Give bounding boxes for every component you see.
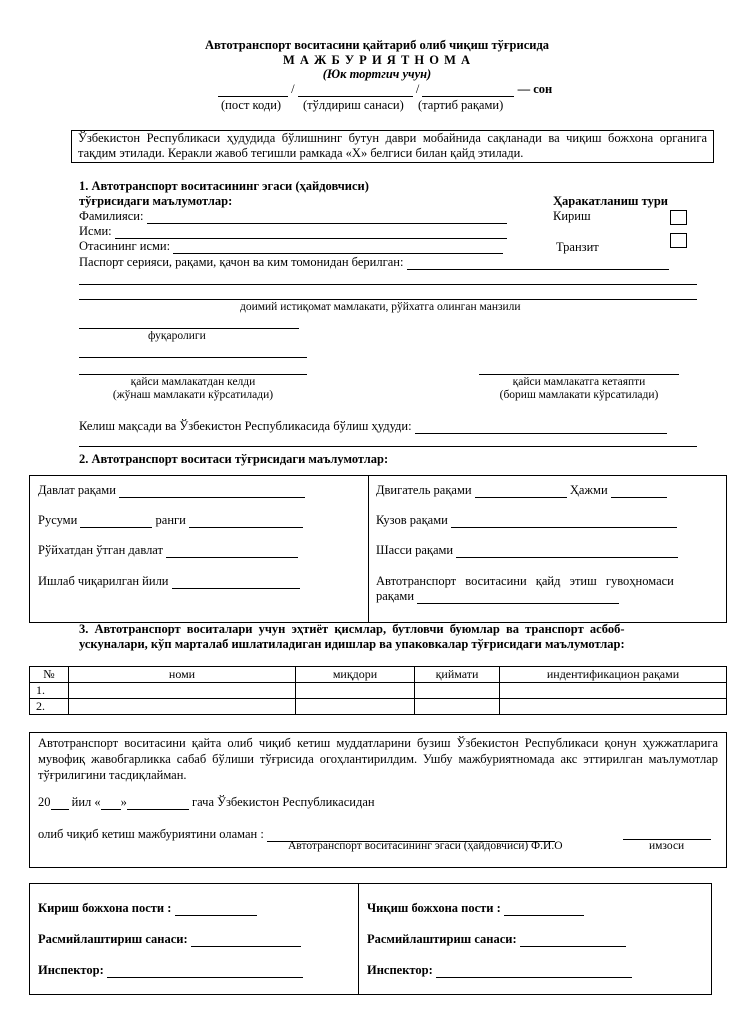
volume-label: Ҳажми xyxy=(569,483,608,497)
deadline-row xyxy=(38,795,375,810)
number-suffix: — сон xyxy=(517,82,553,96)
exit-inspector-label: Инспектор: xyxy=(367,963,433,977)
goods-table xyxy=(29,666,727,715)
exit-date-row xyxy=(367,932,626,947)
customs-box-divider xyxy=(358,883,359,995)
entry-label: Кириш xyxy=(553,209,591,223)
model-label: Русуми xyxy=(38,513,78,527)
owner-caption: Автотранспорт воситасининг эгаси (ҳайдовчиси) Ф.И.О xyxy=(288,840,563,852)
entry-post-row xyxy=(38,901,257,916)
chassis-number-label: Шасси рақами xyxy=(376,543,454,557)
citizenship-line[interactable] xyxy=(79,328,299,329)
form-number-line: / / — сон xyxy=(218,82,552,97)
col-number: № xyxy=(30,667,69,683)
patronymic-row xyxy=(79,239,503,254)
year-field[interactable] xyxy=(172,588,300,589)
body-number-label: Кузов рақами xyxy=(376,513,448,527)
section3-title-cont: ускуналари, кўп марталаб ишлатиладиган идишлар ва упаковкалар тўғрисидаги маълумотлар: xyxy=(79,637,625,651)
date-close: » xyxy=(120,795,127,809)
purpose-field[interactable] xyxy=(415,433,667,434)
table-row xyxy=(30,683,727,699)
reg-cert-label: рақами xyxy=(376,589,415,603)
post-code-caption: (пост коди) xyxy=(221,98,282,112)
entry-inspector-field[interactable] xyxy=(107,977,303,978)
entry-date-row xyxy=(38,932,301,947)
exit-date-field[interactable] xyxy=(520,946,626,947)
exit-post-field[interactable] xyxy=(504,915,584,916)
passport-field[interactable] xyxy=(407,269,669,270)
reg-country-row xyxy=(38,543,298,558)
row-number: 1. xyxy=(30,683,69,699)
movement-type-label: Ҳаракатланиш тури xyxy=(553,194,668,208)
name-row xyxy=(79,224,507,239)
col-name: номи xyxy=(69,667,296,683)
cell-id-number[interactable] xyxy=(500,683,727,699)
form-subtitle-cargo: (Юк тортгич учун) xyxy=(322,67,432,81)
date-prefix: 20 xyxy=(38,795,51,809)
deadline-month-field[interactable] xyxy=(127,809,189,810)
exit-post-label: Чиқиш божхона пости : xyxy=(367,901,501,915)
entry-checkbox[interactable] xyxy=(670,210,687,225)
date-suffix: гача Ўзбекистон Республикасидан xyxy=(192,795,375,809)
body-number-row xyxy=(376,513,677,528)
patronymic-label: Отасининг исми: xyxy=(79,239,171,253)
chassis-number-field[interactable] xyxy=(456,557,678,558)
cell-name[interactable] xyxy=(69,699,296,715)
seq-number-caption: (тартиб рақами) xyxy=(418,98,504,112)
purpose-row xyxy=(79,419,667,434)
form-subtitle: М А Ж Б У Р И Я Т Н О М А xyxy=(282,53,472,67)
reg-country-label: Рўйхатдан ўтган давлат xyxy=(38,543,163,557)
date-year-label: йил « xyxy=(71,795,101,809)
row-number: 2. xyxy=(30,699,69,715)
goods-table-header xyxy=(30,667,727,683)
from-country-line-1[interactable] xyxy=(79,357,307,358)
reg-country-field[interactable] xyxy=(166,557,298,558)
volume-field[interactable] xyxy=(611,497,667,498)
to-country-line[interactable] xyxy=(479,374,679,375)
passport-row xyxy=(79,255,669,270)
form-title: Автотранспорт воситасини қайтариб олиб чиқиш тўғрисида xyxy=(204,38,550,52)
seq-number-field[interactable] xyxy=(422,96,514,97)
body-number-field[interactable] xyxy=(451,527,677,528)
cell-name[interactable] xyxy=(69,683,296,699)
engine-number-field[interactable] xyxy=(475,497,567,498)
cell-quantity[interactable] xyxy=(296,683,415,699)
cell-quantity[interactable] xyxy=(296,699,415,715)
color-field[interactable] xyxy=(189,527,303,528)
entry-post-label: Кириш божхона пости : xyxy=(38,901,172,915)
exit-post-row xyxy=(367,901,584,916)
passport-label: Паспорт серияси, рақами, қачон ва ким томонидан берилган: xyxy=(79,255,404,269)
section2-title: 2. Автотранспорт воситаси тўғрисидаги маълумотлар: xyxy=(79,452,389,466)
col-id-number: индентификацион рақами xyxy=(500,667,727,683)
state-number-row xyxy=(38,483,305,498)
post-code-field[interactable] xyxy=(218,96,288,97)
state-number-field[interactable] xyxy=(119,497,305,498)
deadline-year-field[interactable] xyxy=(51,809,69,810)
cell-value[interactable] xyxy=(415,683,500,699)
name-label: Исми: xyxy=(79,224,112,238)
passport-line-2[interactable] xyxy=(79,284,697,285)
chassis-row xyxy=(376,543,678,558)
fill-date-field[interactable] xyxy=(298,96,413,97)
notice-box: Ўзбекистон Республикаси ҳудудида бўлишнинг бутун даври мобайнида сақланади ва чиқиш божхона органига тақдим этилади. Керакли жавоб тегишли рамкада «Х» белгиси билан қайд этилади. xyxy=(71,130,714,163)
purpose-label: Келиш мақсади ва Ўзбекистон Республикасида бўлиш ҳудуди: xyxy=(79,419,412,433)
surname-label: Фамилияси: xyxy=(79,209,144,223)
from-country-caption: қайси мамлакатдан келди (жўнаш мамлакати кўрсатилади) xyxy=(112,376,274,401)
exit-inspector-row xyxy=(367,963,632,978)
exit-inspector-field[interactable] xyxy=(436,977,632,978)
citizenship-caption: фуқаролиги xyxy=(148,330,206,342)
signature-caption: имзоси xyxy=(649,840,685,852)
entry-inspector-label: Инспектор: xyxy=(38,963,104,977)
from-country-line-2[interactable] xyxy=(79,374,307,375)
engine-row xyxy=(376,483,667,498)
reg-cert-line1: Автотранспорт воситасини қайд этиш гувоҳномаси xyxy=(376,574,674,588)
reg-cert-field[interactable] xyxy=(417,603,619,604)
entry-date-field[interactable] xyxy=(191,946,301,947)
entry-post-field[interactable] xyxy=(175,915,257,916)
obligation-label: олиб чиқиб кетиш мажбуриятини оламан : xyxy=(38,827,264,841)
residence-line[interactable] xyxy=(79,299,697,300)
surname-row xyxy=(79,209,507,224)
residence-caption: доимий истиқомат мамлакати, рўйхатга олинган манзили xyxy=(240,301,521,313)
reg-cert-row xyxy=(376,589,619,604)
col-value: қиймати xyxy=(415,667,500,683)
entry-date-label: Расмийлаштириш санаси: xyxy=(38,932,188,946)
exit-date-label: Расмийлаштириш санаси: xyxy=(367,932,517,946)
purpose-line-2[interactable] xyxy=(79,446,697,447)
year-row xyxy=(38,574,300,589)
transit-label: Транзит xyxy=(556,240,599,254)
section3-title: 3. Автотранспорт воситалари учун эҳтиёт қисмлар, бутловчи буюмлар ва транспорт асбоб- xyxy=(79,622,625,636)
patronymic-field[interactable] xyxy=(173,253,503,254)
transit-checkbox[interactable] xyxy=(670,233,687,248)
table-row xyxy=(30,699,727,715)
declaration-text: Автотранспорт воситасини қайта олиб чиқиб кетиш муддатларини бузиш Ўзбекистон Республикаси қонун ҳужжатларига мувофиқ жавобгарликка сабаб бўлиши тўғрисида огоҳлантирилдим. Ушбу мажбуриятномада акс эттирилган маълумотлар тўғрилигини тасдиқлайман. xyxy=(38,736,718,782)
section1-title: 1. Автотранспорт воситасининг эгаси (ҳайдовчиси) xyxy=(79,179,369,193)
fill-date-caption: (тўлдириш санаси) xyxy=(303,98,404,112)
model-row xyxy=(38,513,303,528)
year-label: Ишлаб чиқарилган йили xyxy=(38,574,169,588)
col-quantity: миқдори xyxy=(296,667,415,683)
vehicle-box-divider xyxy=(368,475,369,623)
section1-title-cont: тўғрисидаги маълумотлар: xyxy=(79,194,233,208)
cell-id-number[interactable] xyxy=(500,699,727,715)
state-number-label: Давлат рақами xyxy=(38,483,116,497)
engine-number-label: Двигатель рақами xyxy=(376,483,472,497)
cell-value[interactable] xyxy=(415,699,500,715)
color-label: ранги xyxy=(155,513,186,527)
entry-inspector-row xyxy=(38,963,303,978)
deadline-day-field[interactable] xyxy=(101,809,121,810)
to-country-caption: қайси мамлакатга кетаяпти (бориш мамлакати кўрсатилади) xyxy=(499,376,659,401)
model-field[interactable] xyxy=(80,527,152,528)
